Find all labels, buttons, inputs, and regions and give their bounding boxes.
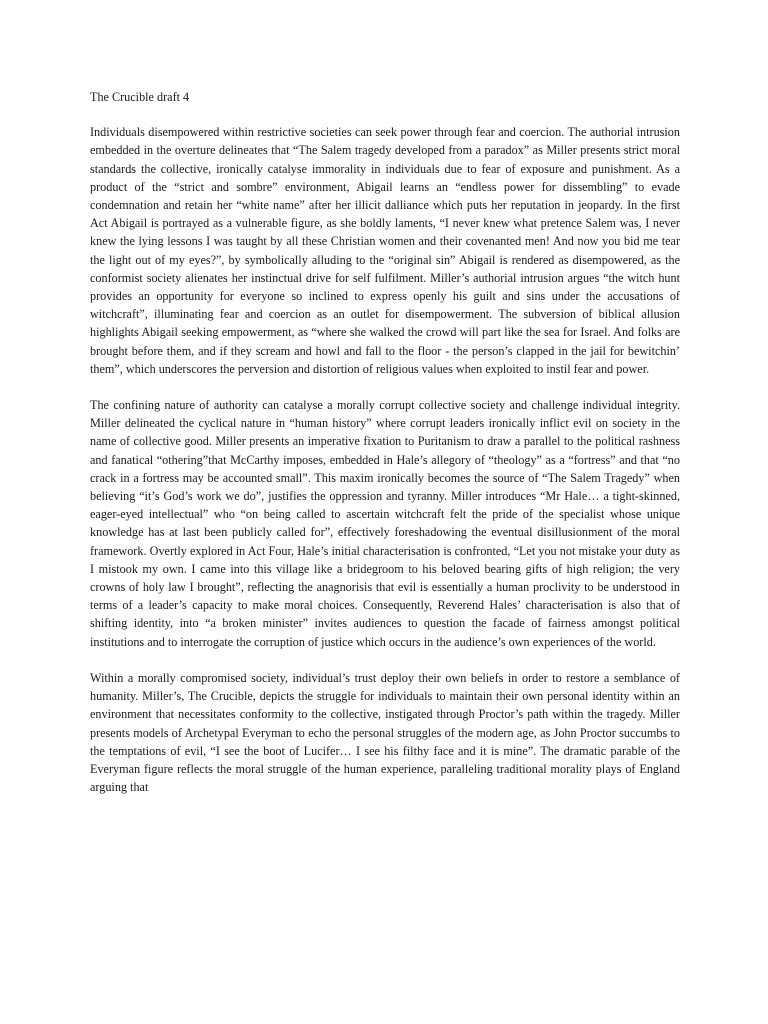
paragraph-individual-beliefs: Within a morally compromised society, individual’s trust deploy their own beliefs in order to restore a semblance of humanity. Miller’s, The Crucible, depicts the struggle for individuals to maintain their own personal identity within an environment that necessitates conformity to the collective, instigated through Proctor’s path within the tragedy. Miller presents models of Archetypal Everyman to echo the personal struggles of the modern age, as John Proctor succumbs to the temptations of evil, “I see the boot of Lucifer… I see his filthy face and it is mine”. The dramatic parable of the Everyman figure reflects the moral struggle of the human experience, paralleling traditional morality plays of England arguing that xyxy=(90,670,680,795)
paragraph-abigail-power: Individuals disempowered within restrictive societies can seek power through fear and coercion. The authorial intrusion embedded in the overture delineates that “The Salem tragedy developed from a paradox” as Miller presents strict moral standards the collective, ironically catalyse immorality in individuals due to fear of exposure and punishment. As a product of the “strict and sombre” environment, Abigail learns an “endless power for dissembling” to evade condemnation and retain her “white name” after her illicit dalliance which puts her reputation in jeopardy. In the first Act Abigail is portrayed as a vulnerable figure, as she boldly laments, “I never knew what pretence Salem was, I never knew the lying lessons I was taught by all these Christian women and their covenanted men! And now you bid me tear the light out of my eyes?”, by symbolically alluding to the “original sin” Abigail is rendered as disempowered, as the conformist society alienates her instinctual drive for self fulfilment. Miller’s authorial intrusion argues “the witch hunt provides an opportunity for everyone so inclined to express openly his guilt and sins under the accusations of witchcraft”, illuminating fear and coercion as an outlet for disempowerment. The subversion of biblical allusion highlights Abigail seeking empowerment, as “where she walked the crowd will part like the sea for Israel. And folks are brought before them, and if they scream and howl and fall to the floor - the person’s clapped in the jail for bewitchin’ them”, which underscores the perversion and distortion of religious values when exploited to instil fear and power. xyxy=(90,125,680,376)
document-title: The Crucible draft 4 xyxy=(90,90,190,104)
document-page xyxy=(90,88,680,814)
paragraph-authority-corruption: The confining nature of authority can catalyse a morally corrupt collective society and challenge individual integrity. Miller delineated the cyclical nature in “human history” where corrupt leaders ironically inflict evil on society in the name of collective good. Miller presents an imperative fixation to Puritanism to draw a parallel to the political rashness and fanatical “othering”that McCarthy imposes, embedded in Hale’s allegory of “theology” as a “fortress” and that “no crack in a fortress may be accounted small”. This maxim ironically becomes the source of “The Salem Tragedy” when believing “it’s God’s work we do”, justifies the oppression and tyranny. Miller introduces “Mr Hale… a tight-skinned, eager-eyed intellectual” who “on being called to ascertain witchcraft felt the pride of the specialist whose unique knowledge has at last been publicly called for”, effectively foreshadowing the eventual disillusionment of the moral framework. Overtly explored in Act Four, Hale’s initial characterisation is confronted, “Let you not mistake your duty as I mistook my own. I came into this village like a bridegroom to his beloved bearing gifts of high religion; the very crowns of holy law I brought”, reflecting the anagnorisis that evil is essentially a human proclivity to be understood in terms of a leader’s capacity to make moral choices. Consequently, Reverend Hales’ characterisation is also that of shifting identity, into “a broken minister” invites audiences to question the facade of fairness amongst political institutions and to interrogate the corruption of justice which occurs in the audience’s own experiences of the world. xyxy=(90,398,680,649)
